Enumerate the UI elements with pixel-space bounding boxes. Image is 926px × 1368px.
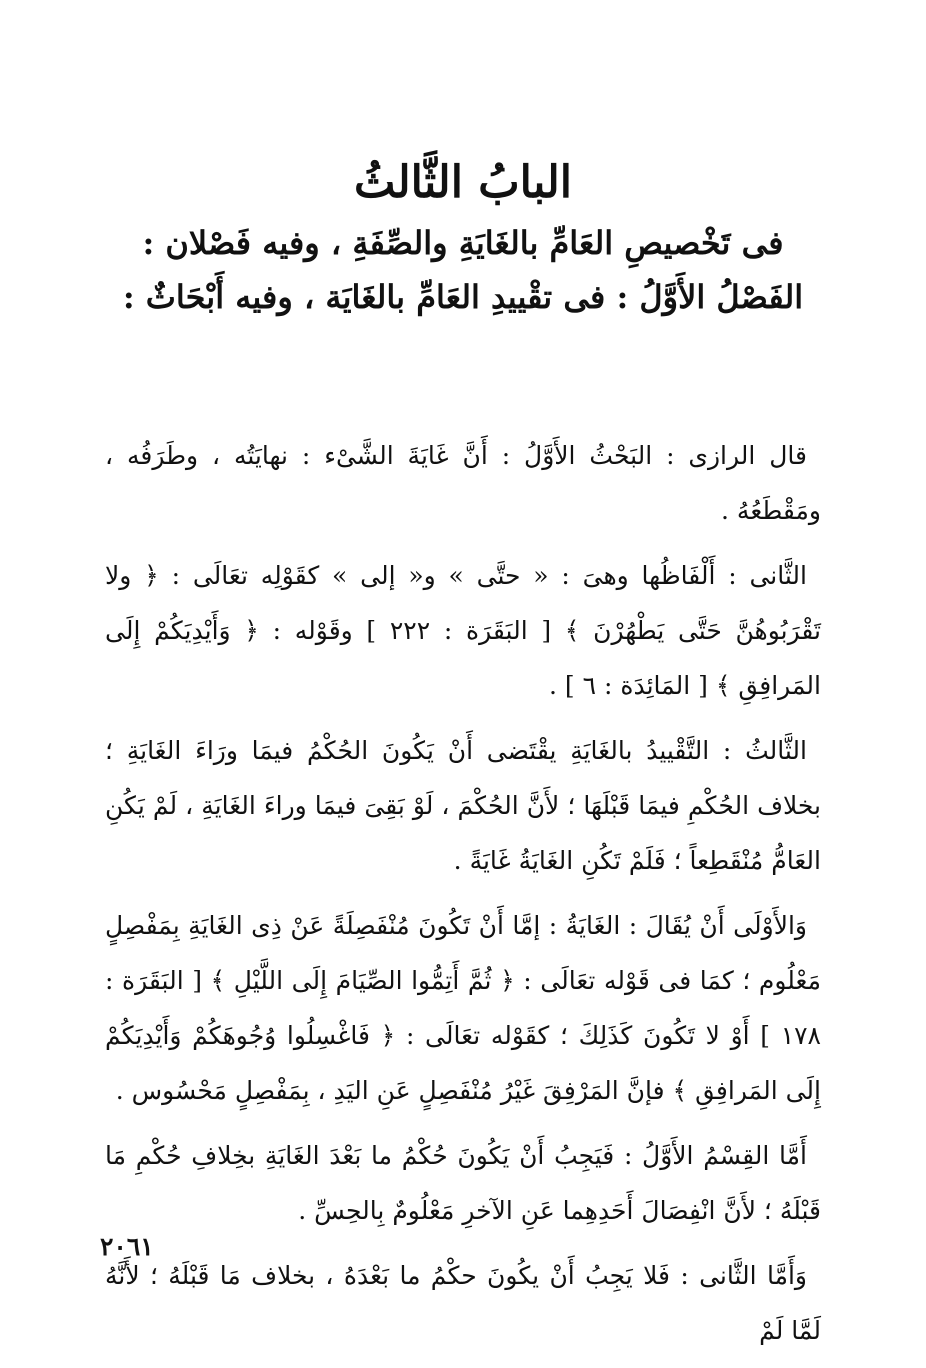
paragraph: الثَّالثُ : التَّقْييدُ بالغَايَةِ يقْتَضى أَنْ يَكُونَ الحُكْمُ فيمَا ورَاءَ الغَايَةِ ؛ بخلاف الحُكْمِ فيمَا قَبْلَهَا ؛ لأَنَّ الحُكْمَ ، لَوْ بَقِىَ فيمَا وراءَ الغَايَةِ ، لَمْ يَكُنِ العَامُّ مُنْقَطِعاً ؛ فَلَمْ تَكُنِ الغَايَةُ غَايَةً . xyxy=(105,736,821,875)
chapter-subtitle: فى تَخْصيصِ العَامِّ بالغَايَةِ والصِّفَةِ ، وفيه فَصْلان : xyxy=(142,224,784,262)
paragraph: قال الرازى : البَحْثُ الأَوَّلُ : أَنَّ غَايَةَ الشَّىْء : نهايَتُه ، وطَرَفُه ، ومَقْطَعُهُ . xyxy=(105,441,821,525)
headings xyxy=(0,150,926,324)
paragraph: وَأَمَّا الثَّانى : فَلا يَجِبُ أَنْ يكُونَ حكْمُ ما بَعْدَهُ ، بخلاف مَا قَبْلَهُ ؛ لأَنَّهُ لَمَّا لَمْ xyxy=(105,1261,821,1345)
paragraph: وَالأَوْلَى أَنْ يُقَالَ : الغَايَةُ : إمَّا أَنْ تَكُونَ مُنْفَصِلَةً عَنْ ذِى الغَايَةِ بِمَفْصِلٍ مَعْلُوم ؛ كمَا فى قَوْله تعَالَى : ﴿ ثُمَّ أَتِمُّوا الصِّيَامَ إِلَى اللَّيْلِ ﴾ [ البَقَرَة : ١٧٨ ] أَوْ لا تَكُونَ كَذَلِكَ ؛ كقَوْله تعَالَى : ﴿ فَاغْسِلُوا وُجُوهَكُمْ وَأَيْدِيَكُمْ إِلَى المَرافِقِ ﴾ فإنَّ المَرْفِقَ غَيْرُ مُنْفَصِلٍ عَنِ اليَدِ ، بِمَفْصِلٍ مَحْسُوس . xyxy=(105,911,821,1105)
section-title: الفَصْلُ الأَوَّلُ : فى تقْييدِ العَامِّ بالغَايَة ، وفيه أَبْحَاثٌ : xyxy=(122,278,804,316)
paragraph: الثَّانى : أَلْفَاظُها وهىَ : « حتَّى » و« إلى » كقَوْلِه تعَالَى : ﴿ ولا تَقْرَبُوهُنَّ حَتَّى يَطْهُرْنَ ﴾ [ البَقَرَة : ٢٢٢ ] وقَوْله : ﴿ وَأَيْدِيَكُمْ إِلَى المَرافِقِ ﴾ [ المَائِدَة : ٦ ] . xyxy=(105,561,821,700)
body-text xyxy=(105,428,821,1368)
paragraph: أَمَّا القِسْمُ الأَوَّلُ : فَيَجِبُ أَنْ يَكُونَ حُكْمُ ما بَعْدَ الغَايَةِ بخِلافِ حُكْمِ مَا قَبْلَهُ ؛ لأَنَّ انْفِصَالَ أَحَدِهِما عَنِ الآخرِ مَعْلُومٌ بِالحِسِّ . xyxy=(105,1141,821,1225)
page-number: ٢٠٦١ xyxy=(100,1232,154,1261)
chapter-title: البابُ الثَّالثُ xyxy=(354,157,572,208)
